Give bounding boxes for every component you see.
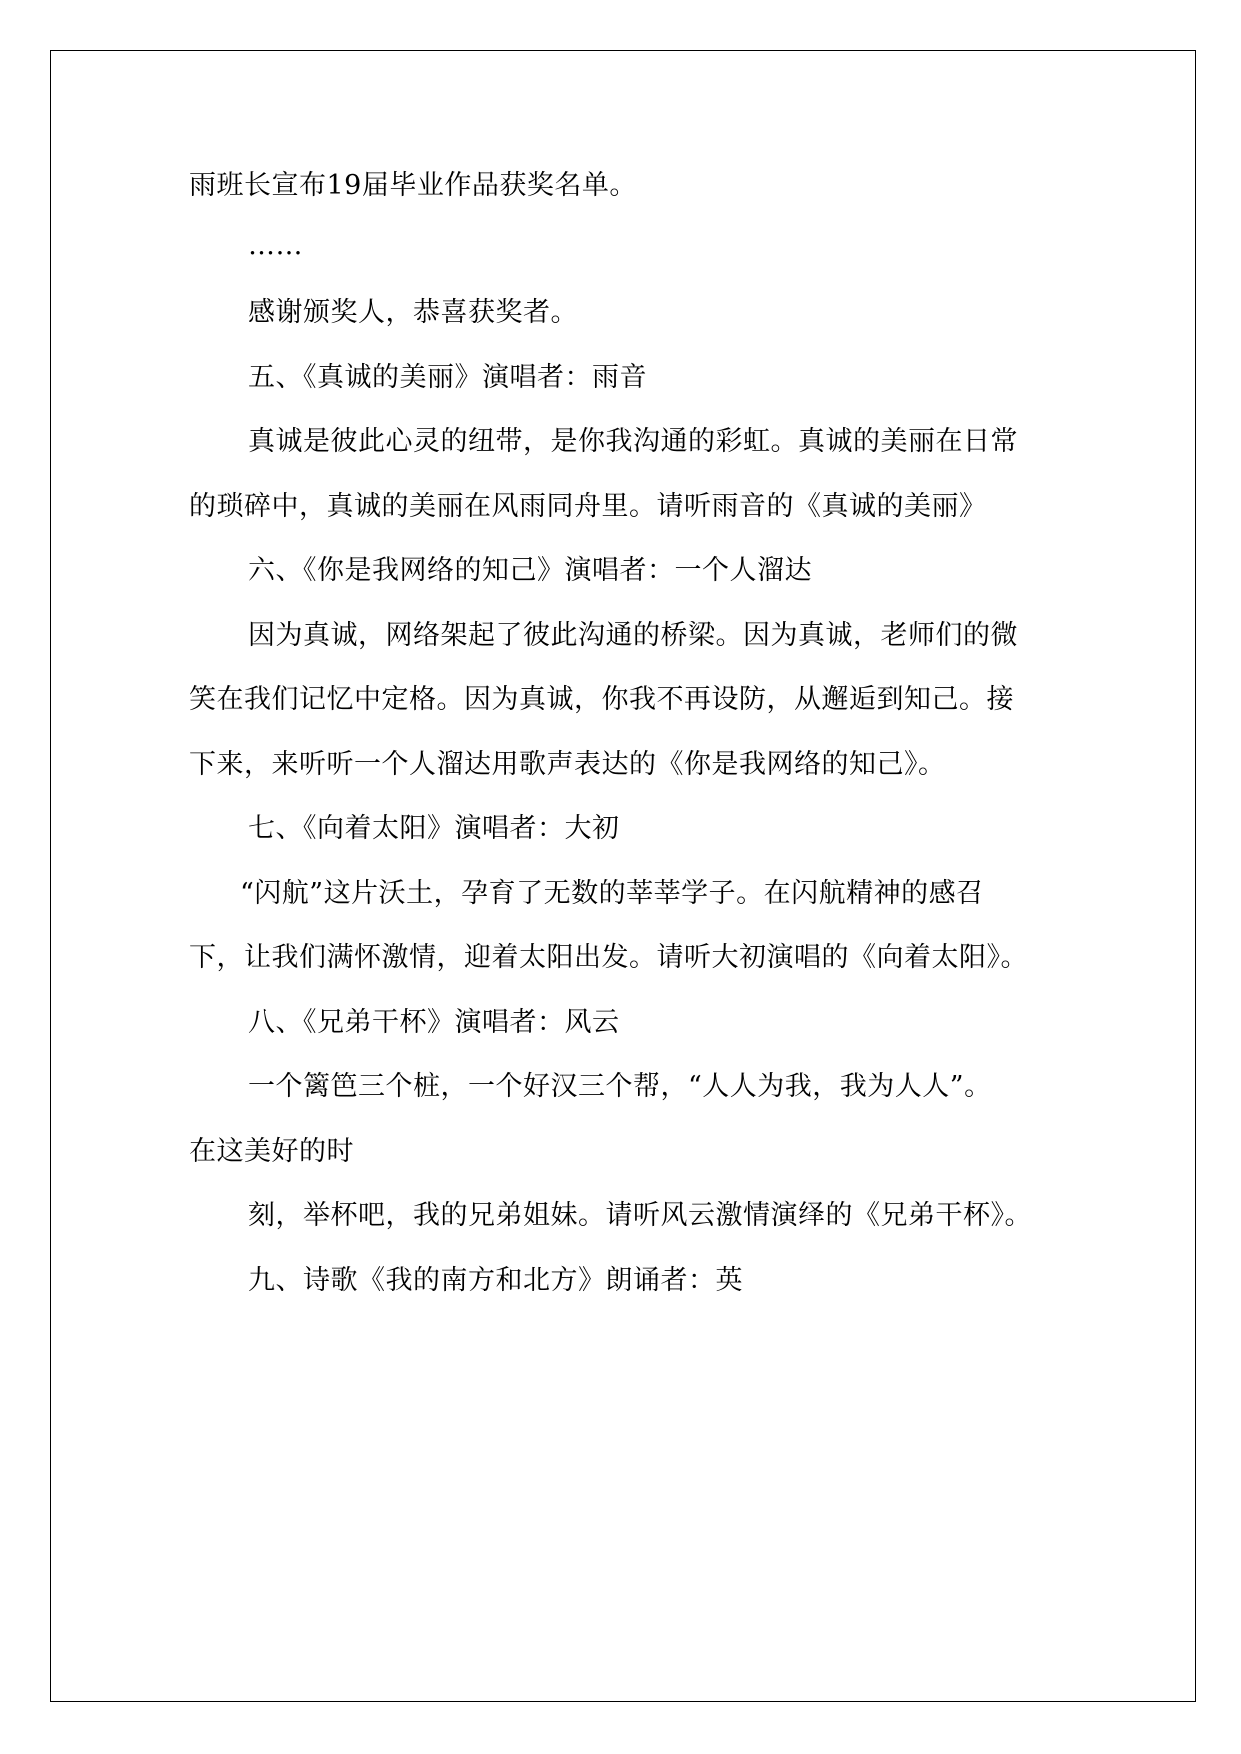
paragraph-line: 下，让我们满怀激情，迎着太阳出发。请听大初演唱的《向着太阳》。	[189, 942, 1028, 973]
paragraph-line: 在这美好的时	[189, 1136, 354, 1167]
paragraph-line: 下来，来听听一个人溜达用歌声表达的《你是我网络的知己》。	[189, 749, 946, 780]
paragraph-line: 刻，举杯吧，我的兄弟姐妹。请听风云激情演绎的《兄弟干杯》。	[248, 1200, 1032, 1231]
section-heading: 九、诗歌《我的南方和北方》朗诵者：英	[248, 1265, 743, 1296]
section-heading: 八、《兄弟干杯》演唱者：风云	[248, 1007, 620, 1038]
paragraph-line: 雨班长宣布19届毕业作品获奖名单。	[189, 170, 637, 201]
page-border	[50, 50, 1196, 1702]
paragraph-line: 笑在我们记忆中定格。因为真诚，你我不再设防，从邂逅到知己。接	[189, 684, 1014, 715]
paragraph-line: “闪航”这片沃土，孕育了无数的莘莘学子。在闪航精神的感召	[240, 878, 984, 909]
section-heading: 七、《向着太阳》演唱者：大初	[248, 813, 620, 844]
paragraph-line: 的琐碎中，真诚的美丽在风雨同舟里。请听雨音的《真诚的美丽》	[189, 491, 987, 522]
section-heading: 五、《真诚的美丽》演唱者：雨音	[248, 362, 647, 393]
paragraph-line: 感谢颁奖人，恭喜获奖者。	[248, 297, 578, 328]
paragraph-line: 一个篱笆三个桩，一个好汉三个帮，“人人为我，我为人人”。	[248, 1071, 992, 1102]
ellipsis-line: ……	[248, 230, 303, 261]
paragraph-line: 真诚是彼此心灵的纽带，是你我沟通的彩虹。真诚的美丽在日常	[248, 426, 1018, 457]
section-heading: 六、《你是我网络的知己》演唱者：一个人溜达	[248, 555, 812, 586]
paragraph-line: 因为真诚，网络架起了彼此沟通的桥梁。因为真诚，老师们的微	[248, 620, 1018, 651]
